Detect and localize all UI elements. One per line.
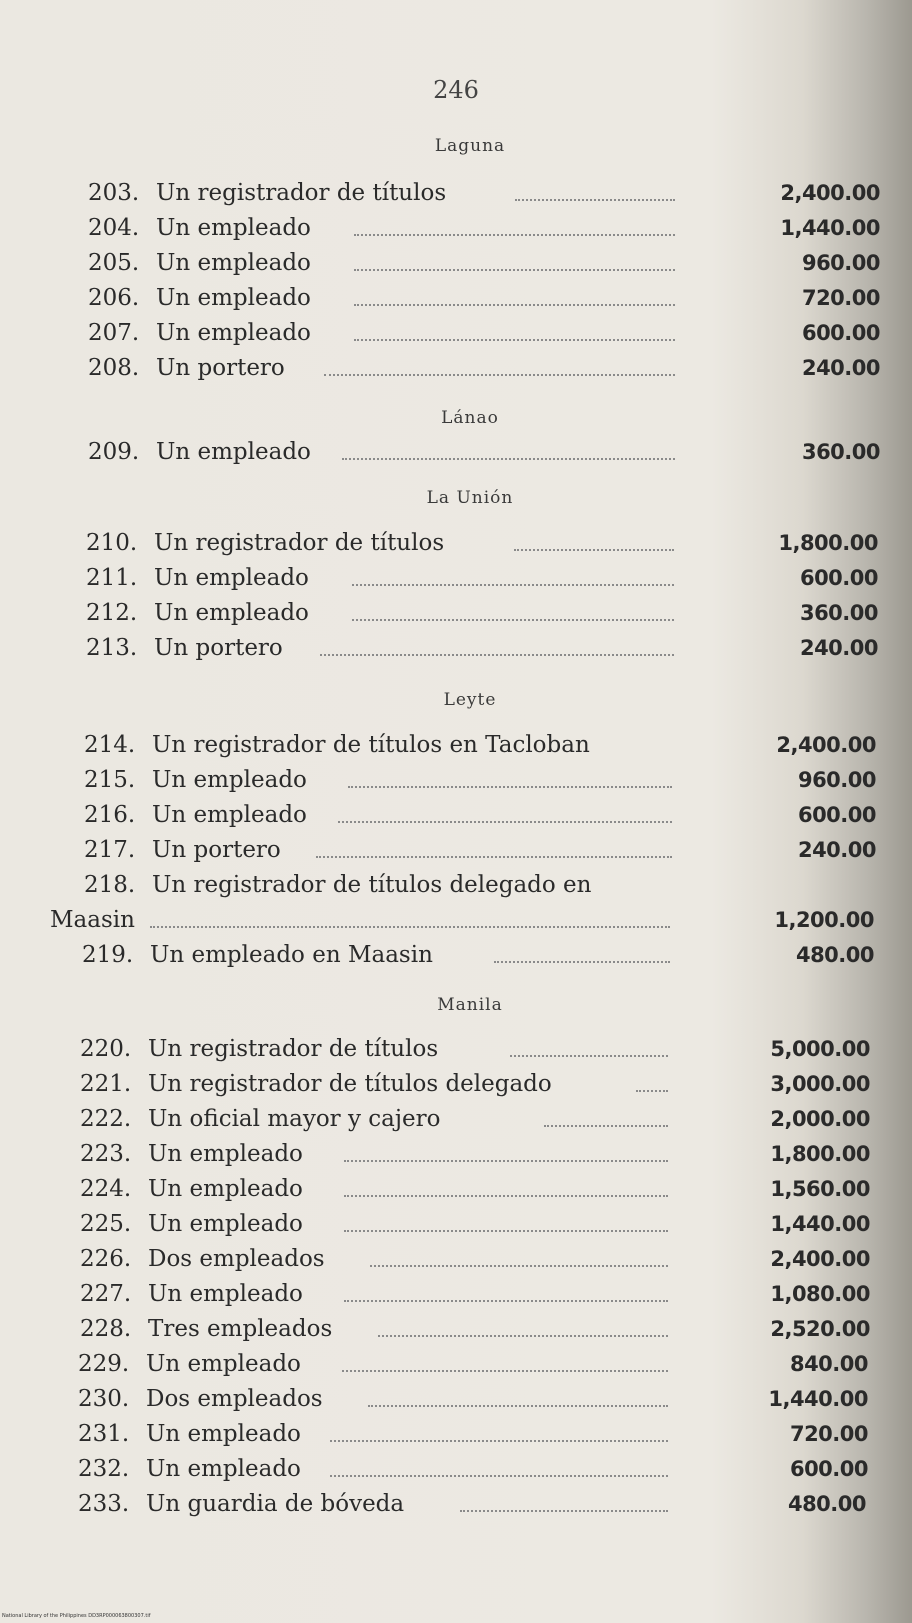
- item-amount: 360.00: [801, 440, 880, 464]
- dot-leader: [330, 1475, 668, 1477]
- item-number: 232.: [78, 1456, 130, 1482]
- item-amount: 960.00: [797, 768, 876, 792]
- dot-leader: [344, 1195, 668, 1197]
- dot-leader: [348, 786, 672, 788]
- dot-leader: [636, 1090, 668, 1092]
- item-text: Tres empleados: [148, 1316, 333, 1342]
- item-amount: 720.00: [801, 286, 880, 310]
- item-number: 222.: [80, 1106, 132, 1132]
- item-text: Un empleado: [156, 320, 311, 346]
- dot-leader: [370, 1265, 668, 1267]
- item-amount: 1,800.00: [778, 531, 878, 555]
- item-amount: 600.00: [801, 321, 880, 345]
- item-amount: 600.00: [799, 566, 878, 590]
- dot-leader: [510, 1055, 668, 1057]
- item-number: 211.: [86, 565, 138, 591]
- item-text: Un portero: [152, 837, 281, 863]
- item-amount: 240.00: [801, 356, 880, 380]
- dot-leader: [368, 1405, 668, 1407]
- dot-leader: [544, 1125, 668, 1127]
- item-number: 213.: [86, 635, 138, 661]
- dot-leader: [515, 199, 675, 201]
- dot-leader: [344, 1230, 668, 1232]
- item-amount: 480.00: [795, 943, 874, 967]
- item-text: Un empleado: [146, 1351, 301, 1377]
- item-number: 229.: [78, 1351, 130, 1377]
- dot-leader: [344, 1300, 668, 1302]
- item-amount: 2,400.00: [780, 181, 880, 205]
- item-number: 221.: [80, 1071, 132, 1097]
- item-amount: 2,400.00: [776, 733, 876, 757]
- item-text: Un registrador de títulos: [156, 180, 447, 206]
- item-text: Un guardia de bóveda: [146, 1491, 405, 1517]
- dot-leader: [514, 549, 674, 551]
- item-amount: 480.00: [787, 1492, 866, 1516]
- item-amount: 2,520.00: [770, 1317, 870, 1341]
- item-amount: 3,000.00: [770, 1072, 870, 1096]
- dot-leader: [324, 374, 675, 376]
- item-number: 204.: [88, 215, 140, 241]
- dot-leader: [494, 961, 670, 963]
- item-text: Un empleado: [156, 285, 311, 311]
- item-number: 206.: [88, 285, 140, 311]
- item-number: 231.: [78, 1421, 130, 1447]
- section-title-lanao: Lánao: [441, 408, 499, 428]
- item-amount: 1,440.00: [780, 216, 880, 240]
- item-text: Un empleado: [146, 1456, 301, 1482]
- item-amount: 1,800.00: [770, 1142, 870, 1166]
- item-amount: 240.00: [799, 636, 878, 660]
- item-number: 218.: [84, 872, 136, 898]
- item-amount: 960.00: [801, 251, 880, 275]
- item-text: Un empleado: [156, 250, 311, 276]
- item-number: 214.: [84, 732, 136, 758]
- item-text: Un registrador de títulos: [148, 1036, 439, 1062]
- item-number: 220.: [80, 1036, 132, 1062]
- item-number: 230.: [78, 1386, 130, 1412]
- item-amount: 5,000.00: [770, 1037, 870, 1061]
- item-text: Un portero: [156, 355, 285, 381]
- item-text: Un empleado: [154, 600, 309, 626]
- item-text: Un empleado: [152, 767, 307, 793]
- item-text: Un registrador de títulos en Tacloban: [152, 732, 590, 758]
- item-number: 225.: [80, 1211, 132, 1237]
- item-number: 223.: [80, 1141, 132, 1167]
- item-amount: 2,000.00: [770, 1107, 870, 1131]
- item-text: Un empleado: [146, 1421, 301, 1447]
- item-number: 228.: [80, 1316, 132, 1342]
- dot-leader: [330, 1440, 668, 1442]
- dot-leader: [344, 1160, 668, 1162]
- item-amount: 1,200.00: [774, 908, 874, 932]
- section-title-laguna: Laguna: [434, 136, 506, 156]
- item-number: 209.: [88, 439, 140, 465]
- item-text: Un empleado: [148, 1141, 303, 1167]
- dot-leader: [342, 458, 675, 460]
- item-text: Un empleado: [148, 1176, 303, 1202]
- item-text: Un portero: [154, 635, 283, 661]
- item-amount: 360.00: [799, 601, 878, 625]
- item-text: Un empleado: [148, 1211, 303, 1237]
- item-amount: 840.00: [789, 1352, 868, 1376]
- scan-footer: National Library of the Philippines DD3RP000063800307.tif: [2, 1613, 151, 1619]
- item-number: 219.: [82, 942, 134, 968]
- item-number: 203.: [88, 180, 140, 206]
- item-text: Dos empleados: [148, 1246, 325, 1272]
- item-number: 215.: [84, 767, 136, 793]
- item-amount: 240.00: [797, 838, 876, 862]
- dot-leader: [460, 1510, 668, 1512]
- item-number: 208.: [88, 355, 140, 381]
- item-text: Dos empleados: [146, 1386, 323, 1412]
- item-text-continuation: Maasin: [50, 907, 135, 933]
- section-title-leyte: Leyte: [443, 690, 497, 710]
- item-text: Un oficial mayor y cajero: [148, 1106, 441, 1132]
- dot-leader: [338, 821, 672, 823]
- section-title-la-union: La Unión: [426, 488, 514, 508]
- item-text: Un empleado: [152, 802, 307, 828]
- dot-leader: [320, 654, 674, 656]
- item-number: 210.: [86, 530, 138, 556]
- item-amount: 720.00: [789, 1422, 868, 1446]
- item-amount: 600.00: [797, 803, 876, 827]
- item-number: 205.: [88, 250, 140, 276]
- dot-leader: [342, 1370, 668, 1372]
- item-amount: 1,560.00: [770, 1177, 870, 1201]
- item-number: 216.: [84, 802, 136, 828]
- item-text: Un empleado: [148, 1281, 303, 1307]
- section-title-manila: Manila: [437, 995, 503, 1015]
- item-text: Un registrador de títulos delegado: [148, 1071, 552, 1097]
- item-text: Un empleado: [156, 215, 311, 241]
- item-amount: 1,080.00: [770, 1282, 870, 1306]
- dot-leader: [354, 269, 675, 271]
- item-text: Un registrador de títulos: [154, 530, 445, 556]
- item-number: 233.: [78, 1491, 130, 1517]
- item-text: Un registrador de títulos delegado en: [152, 872, 592, 898]
- item-text: Un empleado: [156, 439, 311, 465]
- dot-leader: [354, 234, 675, 236]
- dot-leader: [354, 339, 675, 341]
- dot-leader: [150, 926, 670, 928]
- dot-leader: [352, 619, 674, 621]
- item-number: 212.: [86, 600, 138, 626]
- dot-leader: [316, 856, 672, 858]
- item-text: Un empleado en Maasin: [150, 942, 433, 968]
- page-number: 246: [433, 76, 479, 104]
- item-text: Un empleado: [154, 565, 309, 591]
- item-amount: 2,400.00: [770, 1247, 870, 1271]
- dot-leader: [352, 584, 674, 586]
- item-number: 227.: [80, 1281, 132, 1307]
- item-amount: 1,440.00: [768, 1387, 868, 1411]
- item-number: 226.: [80, 1246, 132, 1272]
- dot-leader: [378, 1335, 668, 1337]
- item-amount: 600.00: [789, 1457, 868, 1481]
- item-number: 207.: [88, 320, 140, 346]
- item-amount: 1,440.00: [770, 1212, 870, 1236]
- dot-leader: [354, 304, 675, 306]
- item-number: 224.: [80, 1176, 132, 1202]
- item-number: 217.: [84, 837, 136, 863]
